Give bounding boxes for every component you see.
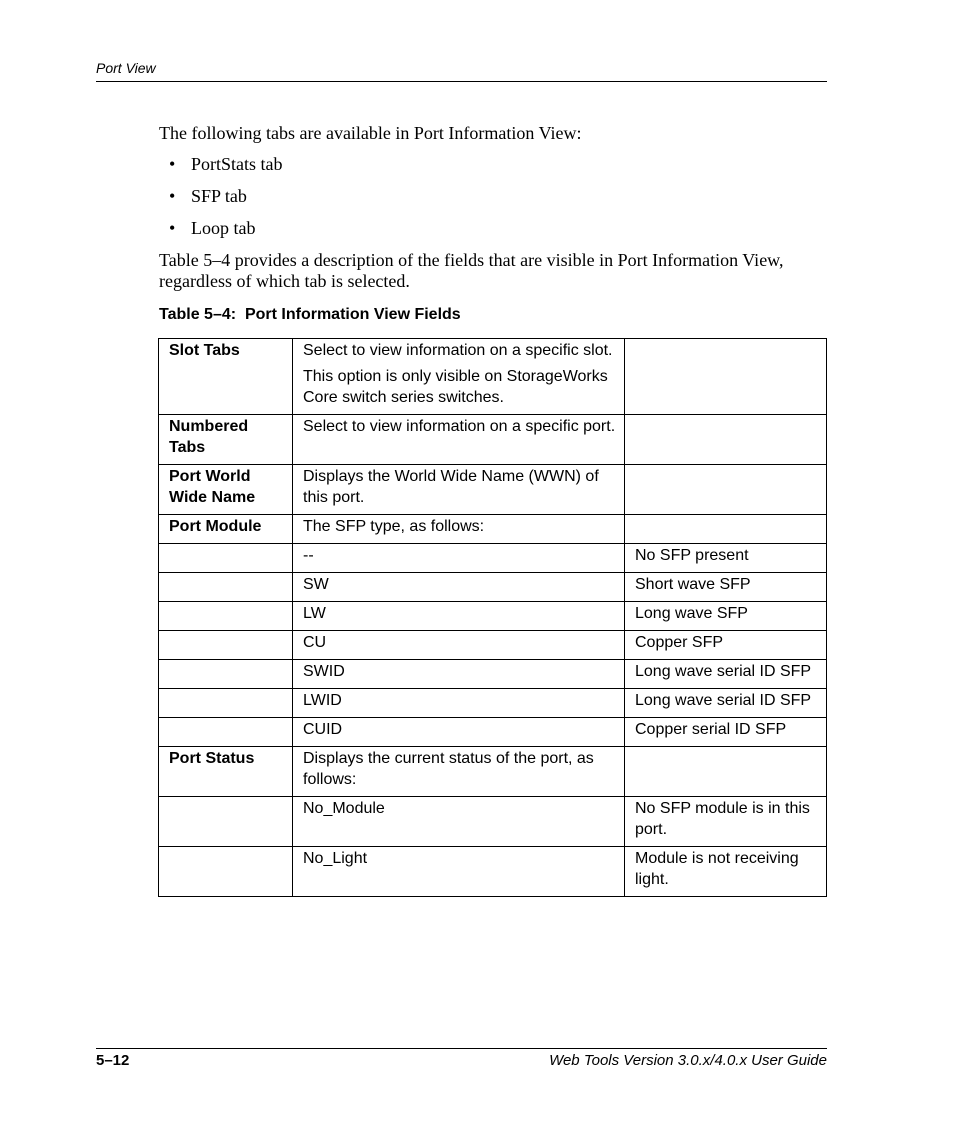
field-name-cell: Port World Wide Name bbox=[159, 465, 293, 515]
description-paragraph: LWID bbox=[303, 692, 342, 709]
field-description-cell bbox=[293, 631, 625, 660]
header-rule bbox=[96, 81, 827, 82]
field-value-cell: No SFP present bbox=[625, 544, 827, 573]
table-row bbox=[159, 660, 827, 689]
description-paragraph: No_Light bbox=[303, 850, 368, 867]
field-name-cell bbox=[159, 718, 293, 747]
description-paragraph: SW bbox=[303, 576, 329, 593]
table-row bbox=[159, 602, 827, 631]
description-paragraph: LW bbox=[303, 605, 326, 622]
field-name-cell bbox=[159, 660, 293, 689]
table-row bbox=[159, 573, 827, 602]
table-row bbox=[159, 415, 827, 465]
description-paragraph: No_Module bbox=[303, 800, 385, 817]
field-description-cell bbox=[293, 660, 625, 689]
field-description-cell bbox=[293, 797, 625, 847]
table-row bbox=[159, 718, 827, 747]
field-name-cell: Numbered Tabs bbox=[159, 415, 293, 465]
bullet-dot: • bbox=[169, 186, 176, 206]
field-value-cell: Copper serial ID SFP bbox=[625, 718, 827, 747]
description-paragraph: -- bbox=[303, 547, 314, 564]
field-description-cell bbox=[293, 573, 625, 602]
description-paragraph: Select to view information on a specific slot. bbox=[303, 342, 613, 359]
field-description-cell bbox=[293, 847, 625, 897]
field-value-cell: Short wave SFP bbox=[625, 573, 827, 602]
table-row bbox=[159, 339, 827, 415]
table-row bbox=[159, 515, 827, 544]
description-paragraph: Select to view information on a specific port. bbox=[303, 418, 616, 435]
field-value-cell: Long wave serial ID SFP bbox=[625, 660, 827, 689]
field-name-cell bbox=[159, 544, 293, 573]
field-description-cell bbox=[293, 415, 625, 465]
table-row bbox=[159, 797, 827, 847]
table-row bbox=[159, 847, 827, 897]
field-value-cell bbox=[625, 747, 827, 797]
field-description-cell bbox=[293, 718, 625, 747]
field-description-cell bbox=[293, 544, 625, 573]
field-name-cell bbox=[159, 573, 293, 602]
table-description: Table 5–4 provides a description of the fields that are visible in Port Information View, regardless of which tab is selected. bbox=[159, 250, 784, 291]
field-value-cell bbox=[625, 465, 827, 515]
description-paragraph: CU bbox=[303, 634, 327, 651]
field-value-cell bbox=[625, 515, 827, 544]
bullet-dot: • bbox=[169, 218, 176, 238]
field-description-cell bbox=[293, 747, 625, 797]
port-fields-table bbox=[158, 338, 827, 897]
field-value-cell bbox=[625, 415, 827, 465]
description-paragraph: CUID bbox=[303, 721, 343, 738]
field-name-cell: Port Module bbox=[159, 515, 293, 544]
bullet-text: SFP tab bbox=[191, 186, 247, 206]
bullet-text: PortStats tab bbox=[191, 154, 283, 174]
guide-title: Web Tools Version 3.0.x/4.0.x User Guide bbox=[549, 1052, 827, 1069]
description-paragraph: The SFP type, as follows: bbox=[303, 518, 485, 535]
field-description-cell bbox=[293, 515, 625, 544]
field-description-cell bbox=[293, 339, 625, 415]
description-paragraph: Displays the World Wide Name (WWN) of this port. bbox=[303, 468, 599, 506]
field-description-cell bbox=[293, 689, 625, 718]
bullet-dot: • bbox=[169, 154, 176, 174]
field-name-cell: Slot Tabs bbox=[159, 339, 293, 415]
page-number: 5–12 bbox=[96, 1052, 130, 1069]
field-name-cell bbox=[159, 797, 293, 847]
description-paragraph: Displays the current status of the port, as follows: bbox=[303, 750, 594, 788]
field-name-cell bbox=[159, 847, 293, 897]
description-paragraph: This option is only visible on StorageWorks Core switch series switches. bbox=[303, 368, 608, 406]
field-value-cell: No SFP module is in this port. bbox=[625, 797, 827, 847]
table-row bbox=[159, 747, 827, 797]
field-description-cell bbox=[293, 602, 625, 631]
description-paragraph: SWID bbox=[303, 663, 345, 680]
field-name-cell bbox=[159, 631, 293, 660]
field-name-cell bbox=[159, 602, 293, 631]
field-description-cell bbox=[293, 465, 625, 515]
table-row bbox=[159, 631, 827, 660]
table-row bbox=[159, 544, 827, 573]
table-caption: Table 5–4: Port Information View Fields bbox=[159, 306, 461, 323]
table-body bbox=[159, 339, 827, 897]
intro-paragraph: The following tabs are available in Port Information View: bbox=[159, 123, 582, 143]
field-value-cell: Copper SFP bbox=[625, 631, 827, 660]
field-value-cell: Long wave SFP bbox=[625, 602, 827, 631]
field-value-cell: Module is not receiving light. bbox=[625, 847, 827, 897]
field-name-cell bbox=[159, 689, 293, 718]
field-value-cell bbox=[625, 339, 827, 415]
field-name-cell: Port Status bbox=[159, 747, 293, 797]
running-header: Port View bbox=[96, 60, 156, 76]
table-row bbox=[159, 465, 827, 515]
table-row bbox=[159, 689, 827, 718]
bullet-text: Loop tab bbox=[191, 218, 256, 238]
field-value-cell: Long wave serial ID SFP bbox=[625, 689, 827, 718]
footer-rule bbox=[96, 1048, 827, 1049]
